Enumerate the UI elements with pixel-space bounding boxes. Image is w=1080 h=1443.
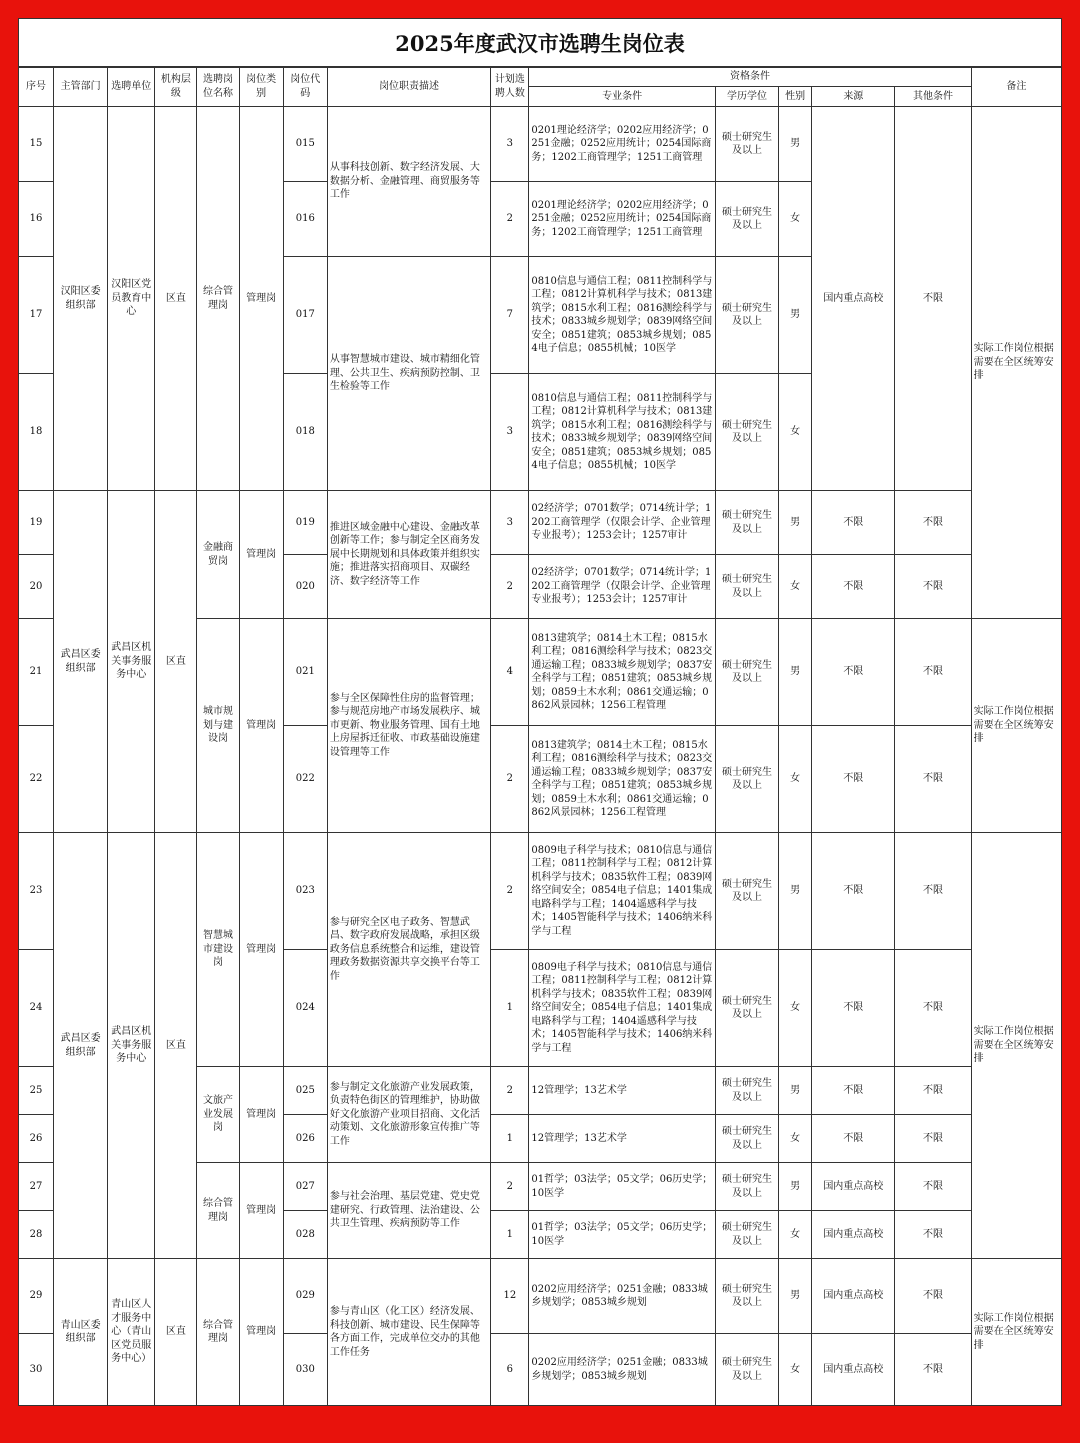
count-cell: 2 xyxy=(491,1163,529,1211)
count-cell: 2 xyxy=(491,833,529,950)
job-table xyxy=(18,66,1062,1406)
count-cell: 1 xyxy=(491,950,529,1067)
unit-cell: 武昌区机关事务服务中心 xyxy=(108,491,155,833)
source-cell: 不限 xyxy=(812,491,895,555)
post-code-cell: 024 xyxy=(283,950,327,1067)
level-cell: 区直 xyxy=(155,107,197,491)
count-cell: 2 xyxy=(491,182,529,257)
dept-cell: 青山区委组织部 xyxy=(54,1259,108,1406)
count-cell: 2 xyxy=(491,726,529,833)
seq-cell: 17 xyxy=(19,257,54,374)
gender-cell: 女 xyxy=(779,374,812,491)
remark-cell: 实际工作岗位根据需要在全区统筹安排 xyxy=(971,1259,1061,1406)
degree-cell: 硕士研究生及以上 xyxy=(715,491,778,555)
major-cell: 02经济学；0701数学；0714统计学；1202工商管理学（仅限会计学、企业管理专业报考）；1253会计；1257审计 xyxy=(529,491,716,555)
post-type-cell: 管理岗 xyxy=(239,833,283,1067)
seq-cell: 23 xyxy=(19,833,54,950)
duty-cell: 从事科技创新、数字经济发展、大数据分析、金融管理、商贸服务等工作 xyxy=(327,107,490,257)
source-cell: 国内重点高校 xyxy=(812,1211,895,1259)
seq-cell: 18 xyxy=(19,374,54,491)
gender-cell: 女 xyxy=(779,1115,812,1163)
gender-cell: 男 xyxy=(779,257,812,374)
header-seq: 序号 xyxy=(19,67,54,107)
dept-cell: 武昌区委组织部 xyxy=(54,833,108,1259)
table-row xyxy=(19,491,1062,555)
count-cell: 2 xyxy=(491,1067,529,1115)
seq-cell: 15 xyxy=(19,107,54,182)
degree-cell: 硕士研究生及以上 xyxy=(715,950,778,1067)
degree-cell: 硕士研究生及以上 xyxy=(715,833,778,950)
header-unit: 选聘单位 xyxy=(108,67,155,107)
post-type-cell: 管理岗 xyxy=(239,1259,283,1406)
duty-cell: 参与研究全区电子政务、智慧武昌、数字政府发展战略，承担区级政务信息系统整合和运维，建设管理政务数据资源共享交换平台等工作 xyxy=(327,833,490,1067)
header-post-type: 岗位类别 xyxy=(239,67,283,107)
gender-cell: 男 xyxy=(779,1259,812,1334)
duty-cell: 参与青山区（化工区）经济发展、科技创新、城市建设、民生保障等各方面工作，完成单位交办的其他工作任务 xyxy=(327,1259,490,1406)
post-code-cell: 016 xyxy=(283,182,327,257)
dept-cell: 武昌区委组织部 xyxy=(54,491,108,833)
count-cell: 6 xyxy=(491,1334,529,1406)
post-code-cell: 029 xyxy=(283,1259,327,1334)
degree-cell: 硕士研究生及以上 xyxy=(715,1115,778,1163)
source-cell: 国内重点高校 xyxy=(812,1259,895,1334)
count-cell: 2 xyxy=(491,555,529,619)
major-cell: 0809电子科学与技术；0810信息与通信工程；0811控制科学与工程；0812计算机科学与技术；0835软件工程；0839网络空间安全；0854电子信息；1401集成电路科学与工程；1404遥感科学与技术；1405智能科学与技术；1406纳米科学与工程 xyxy=(529,833,716,950)
count-cell: 1 xyxy=(491,1115,529,1163)
job-table-sheet xyxy=(18,18,1062,1405)
degree-cell: 硕士研究生及以上 xyxy=(715,257,778,374)
post-name-cell: 综合管理岗 xyxy=(197,1163,239,1259)
gender-cell: 女 xyxy=(779,726,812,833)
source-cell: 不限 xyxy=(812,950,895,1067)
duty-cell: 推进区域金融中心建设、金融改革创新等工作；参与制定全区商务发展中长期规划和具体政策并组织实施；推进落实招商项目、双碳经济、数字经济等工作 xyxy=(327,491,490,619)
gender-cell: 女 xyxy=(779,182,812,257)
post-code-cell: 025 xyxy=(283,1067,327,1115)
post-type-cell: 管理岗 xyxy=(239,1163,283,1259)
source-cell: 不限 xyxy=(812,619,895,726)
unit-cell: 青山区人才服务中心（青山区党员服务中心） xyxy=(108,1259,155,1406)
seq-cell: 22 xyxy=(19,726,54,833)
post-code-cell: 017 xyxy=(283,257,327,374)
post-code-cell: 027 xyxy=(283,1163,327,1211)
other-cell: 不限 xyxy=(895,1067,971,1115)
degree-cell: 硕士研究生及以上 xyxy=(715,1067,778,1115)
remark-cell: 实际工作岗位根据需要在全区统筹安排 xyxy=(971,833,1061,1259)
count-cell: 3 xyxy=(491,374,529,491)
post-type-cell: 管理岗 xyxy=(239,619,283,833)
count-cell: 4 xyxy=(491,619,529,726)
post-code-cell: 026 xyxy=(283,1115,327,1163)
duty-cell: 参与社会治理、基层党建、党史党建研究、行政管理、法治建设、公共卫生管理、疾病预防等工作 xyxy=(327,1163,490,1259)
seq-cell: 19 xyxy=(19,491,54,555)
seq-cell: 27 xyxy=(19,1163,54,1211)
post-type-cell: 管理岗 xyxy=(239,491,283,619)
source-cell: 不限 xyxy=(812,726,895,833)
source-cell: 国内重点高校 xyxy=(812,1334,895,1406)
header-post-name: 选聘岗位名称 xyxy=(197,67,239,107)
post-name-cell: 金融商贸岗 xyxy=(197,491,239,619)
degree-cell: 硕士研究生及以上 xyxy=(715,182,778,257)
table-row xyxy=(19,833,1062,950)
gender-cell: 女 xyxy=(779,1211,812,1259)
major-cell: 12管理学；13艺术学 xyxy=(529,1067,716,1115)
gender-cell: 男 xyxy=(779,107,812,182)
level-cell: 区直 xyxy=(155,833,197,1259)
count-cell: 12 xyxy=(491,1259,529,1334)
other-cell: 不限 xyxy=(895,1259,971,1334)
unit-cell: 汉阳区党员教育中心 xyxy=(108,107,155,491)
header-gender: 性别 xyxy=(779,87,812,107)
other-cell: 不限 xyxy=(895,726,971,833)
other-cell: 不限 xyxy=(895,619,971,726)
header-degree: 学历学位 xyxy=(715,87,778,107)
degree-cell: 硕士研究生及以上 xyxy=(715,1163,778,1211)
source-cell: 不限 xyxy=(812,833,895,950)
other-cell: 不限 xyxy=(895,107,971,491)
source-cell: 不限 xyxy=(812,1067,895,1115)
degree-cell: 硕士研究生及以上 xyxy=(715,1334,778,1406)
post-code-cell: 015 xyxy=(283,107,327,182)
seq-cell: 24 xyxy=(19,950,54,1067)
post-code-cell: 020 xyxy=(283,555,327,619)
gender-cell: 男 xyxy=(779,833,812,950)
major-cell: 12管理学；13艺术学 xyxy=(529,1115,716,1163)
degree-cell: 硕士研究生及以上 xyxy=(715,619,778,726)
degree-cell: 硕士研究生及以上 xyxy=(715,1211,778,1259)
degree-cell: 硕士研究生及以上 xyxy=(715,1259,778,1334)
other-cell: 不限 xyxy=(895,833,971,950)
post-type-cell: 管理岗 xyxy=(239,107,283,491)
seq-cell: 16 xyxy=(19,182,54,257)
other-cell: 不限 xyxy=(895,1211,971,1259)
seq-cell: 30 xyxy=(19,1334,54,1406)
seq-cell: 21 xyxy=(19,619,54,726)
degree-cell: 硕士研究生及以上 xyxy=(715,374,778,491)
post-type-cell: 管理岗 xyxy=(239,1067,283,1163)
gender-cell: 女 xyxy=(779,555,812,619)
post-name-cell: 城市规划与建设岗 xyxy=(197,619,239,833)
header-duty: 岗位职责描述 xyxy=(327,67,490,107)
seq-cell: 20 xyxy=(19,555,54,619)
gender-cell: 女 xyxy=(779,950,812,1067)
gender-cell: 男 xyxy=(779,1067,812,1115)
other-cell: 不限 xyxy=(895,1163,971,1211)
count-cell: 3 xyxy=(491,491,529,555)
seq-cell: 26 xyxy=(19,1115,54,1163)
duty-cell: 从事智慧城市建设、城市精细化管理、公共卫生、疾病预防控制、卫生检验等工作 xyxy=(327,257,490,491)
header-dept: 主管部门 xyxy=(54,67,108,107)
post-code-cell: 019 xyxy=(283,491,327,555)
level-cell: 区直 xyxy=(155,1259,197,1406)
other-cell: 不限 xyxy=(895,950,971,1067)
header-source: 来源 xyxy=(812,87,895,107)
level-cell: 区直 xyxy=(155,491,197,833)
gender-cell: 女 xyxy=(779,1334,812,1406)
post-code-cell: 018 xyxy=(283,374,327,491)
seq-cell: 28 xyxy=(19,1211,54,1259)
header-count: 计划选聘人数 xyxy=(491,67,529,107)
remark-cell: 实际工作岗位根据需要在全区统筹安排 xyxy=(971,107,1061,619)
source-cell: 国内重点高校 xyxy=(812,1163,895,1211)
duty-cell: 参与制定文化旅游产业发展政策，负责特色街区的管理维护，协助做好文化旅游产业项目招商、文化活动策划、文化旅游形象宣传推广等工作 xyxy=(327,1067,490,1163)
header-post-code: 岗位代码 xyxy=(283,67,327,107)
gender-cell: 男 xyxy=(779,619,812,726)
seq-cell: 29 xyxy=(19,1259,54,1334)
source-cell: 国内重点高校 xyxy=(812,107,895,491)
dept-cell: 汉阳区委组织部 xyxy=(54,107,108,491)
major-cell: 0810信息与通信工程；0811控制科学与工程；0812计算机科学与技术；0813建筑学；0815水利工程；0816测绘科学与技术；0833城乡规划学；0839网络空间安全；0851建筑；0853城乡规划；0854电子信息；0855机械；10医学 xyxy=(529,257,716,374)
post-code-cell: 028 xyxy=(283,1211,327,1259)
source-cell: 不限 xyxy=(812,555,895,619)
other-cell: 不限 xyxy=(895,555,971,619)
major-cell: 02经济学；0701数学；0714统计学；1202工商管理学（仅限会计学、企业管理专业报考）；1253会计；1257审计 xyxy=(529,555,716,619)
major-cell: 0809电子科学与技术；0810信息与通信工程；0811控制科学与工程；0812计算机科学与技术；0835软件工程；0839网络空间安全；0854电子信息；1401集成电路科学与工程；1404遥感科学与技术；1405智能科学与技术；1406纳米科学与工程 xyxy=(529,950,716,1067)
major-cell: 0201理论经济学；0202应用经济学；0251金融；0252应用统计；0254国际商务；1202工商管理学；1251工商管理 xyxy=(529,182,716,257)
post-name-cell: 综合管理岗 xyxy=(197,1259,239,1406)
table-row xyxy=(19,107,1062,182)
post-code-cell: 023 xyxy=(283,833,327,950)
post-name-cell: 智慧城市建设岗 xyxy=(197,833,239,1067)
other-cell: 不限 xyxy=(895,1334,971,1406)
post-code-cell: 021 xyxy=(283,619,327,726)
duty-cell: 参与全区保障性住房的监督管理；参与规范房地产市场发展秩序、城市更新、物业服务管理、国有土地上房屋拆迁征收、市政基础设施建设管理等工作 xyxy=(327,619,490,833)
major-cell: 01哲学；03法学；05文学；06历史学；10医学 xyxy=(529,1163,716,1211)
unit-cell: 武昌区机关事务服务中心 xyxy=(108,833,155,1259)
post-name-cell: 综合管理岗 xyxy=(197,107,239,491)
source-cell: 不限 xyxy=(812,1115,895,1163)
count-cell: 7 xyxy=(491,257,529,374)
remark-cell: 实际工作岗位根据需要在全区统筹安排 xyxy=(971,619,1061,833)
major-cell: 01哲学；03法学；05文学；06历史学；10医学 xyxy=(529,1211,716,1259)
header-other: 其他条件 xyxy=(895,87,971,107)
header-qualification: 资格条件 xyxy=(529,67,971,87)
major-cell: 0813建筑学；0814土木工程；0815水利工程；0816测绘科学与技术；0823交通运输工程；0833城乡规划学；0837安全科学与工程；0851建筑；0853城乡规划；0859土木水利；0861交通运输；0862风景园林；1256工程管理 xyxy=(529,619,716,726)
count-cell: 1 xyxy=(491,1211,529,1259)
header-major: 专业条件 xyxy=(529,87,716,107)
page-title: 2025年度武汉市选聘生岗位表 xyxy=(18,18,1062,68)
major-cell: 0810信息与通信工程；0811控制科学与工程；0812计算机科学与技术；0813建筑学；0815水利工程；0816测绘科学与技术；0833城乡规划学；0839网络空间安全；0851建筑；0853城乡规划；0854电子信息；0855机械；10医学 xyxy=(529,374,716,491)
degree-cell: 硕士研究生及以上 xyxy=(715,555,778,619)
post-code-cell: 030 xyxy=(283,1334,327,1406)
seq-cell: 25 xyxy=(19,1067,54,1115)
other-cell: 不限 xyxy=(895,491,971,555)
count-cell: 3 xyxy=(491,107,529,182)
gender-cell: 男 xyxy=(779,1163,812,1211)
major-cell: 0201理论经济学；0202应用经济学；0251金融；0252应用统计；0254国际商务；1202工商管理学；1251工商管理 xyxy=(529,107,716,182)
major-cell: 0813建筑学；0814土木工程；0815水利工程；0816测绘科学与技术；0823交通运输工程；0833城乡规划学；0837安全科学与工程；0851建筑；0853城乡规划；0859土木水利；0861交通运输；0862风景园林；1256工程管理 xyxy=(529,726,716,833)
post-name-cell: 文旅产业发展岗 xyxy=(197,1067,239,1163)
gender-cell: 男 xyxy=(779,491,812,555)
major-cell: 0202应用经济学；0251金融；0833城乡规划学；0853城乡规划 xyxy=(529,1334,716,1406)
degree-cell: 硕士研究生及以上 xyxy=(715,107,778,182)
major-cell: 0202应用经济学；0251金融；0833城乡规划学；0853城乡规划 xyxy=(529,1259,716,1334)
post-code-cell: 022 xyxy=(283,726,327,833)
other-cell: 不限 xyxy=(895,1115,971,1163)
table-row xyxy=(19,1259,1062,1334)
header-remark: 备注 xyxy=(971,67,1061,107)
header-level: 机构层级 xyxy=(155,67,197,107)
degree-cell: 硕士研究生及以上 xyxy=(715,726,778,833)
